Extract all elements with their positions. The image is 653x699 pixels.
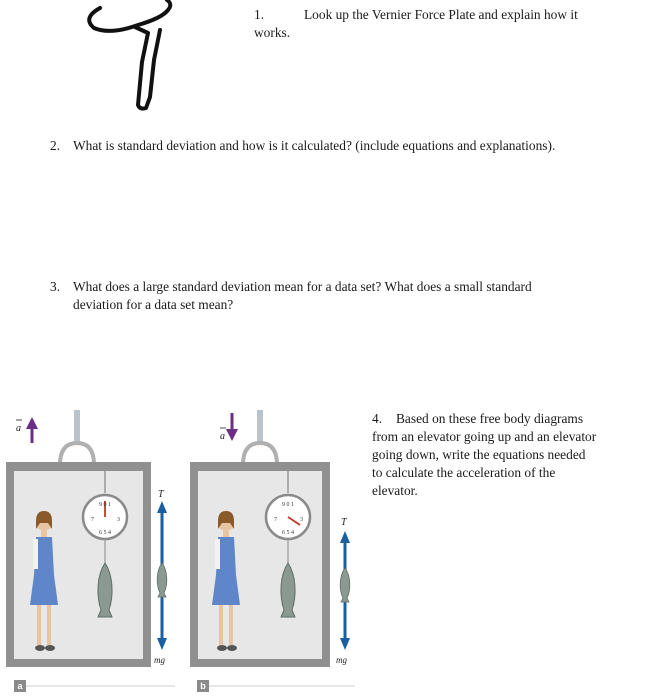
question-number: 1. xyxy=(254,7,265,22)
question-text: Look up the Vernier Force Plate and explain how it xyxy=(304,7,578,22)
question-text-line: from an elevator going up and an elevator xyxy=(372,429,597,444)
question-2 xyxy=(50,137,650,155)
svg-text:9 0 1: 9 0 1 xyxy=(282,502,294,508)
panel-b-tag: b xyxy=(197,680,209,692)
svg-text:9 0 1: 9 0 1 xyxy=(99,502,111,508)
question-text-continued: deviation for a data set mean? xyxy=(73,297,234,312)
elevator-hook xyxy=(60,443,94,465)
svg-text:6 5 4: 6 5 4 xyxy=(99,530,111,536)
tension-label: T xyxy=(341,517,347,528)
tension-and-weight-arrows xyxy=(340,531,350,650)
panel-a-tag: a xyxy=(14,680,26,692)
panel-b xyxy=(190,410,355,686)
question-text: What is standard deviation and how is it calculated? (include equations and explanations). xyxy=(73,138,556,153)
elevator-diagram-svg xyxy=(0,405,365,699)
svg-text:3: 3 xyxy=(300,517,303,523)
panel-a xyxy=(6,410,175,686)
question-text-line: going down, write the equations needed xyxy=(372,447,586,462)
question-number: 3. xyxy=(50,279,61,294)
svg-text:3: 3 xyxy=(117,517,120,523)
question-1 xyxy=(254,6,644,42)
svg-text:6 5 4: 6 5 4 xyxy=(282,530,294,536)
acceleration-arrow-down xyxy=(226,413,238,441)
weight-label: mg xyxy=(154,655,165,665)
acceleration-arrow-up xyxy=(26,417,38,443)
tension-label: T xyxy=(158,489,164,500)
elevator-cable xyxy=(74,410,80,444)
question-text-line: to calculate the acceleration of the xyxy=(372,465,556,480)
question-4 xyxy=(372,410,652,500)
question-text-line: Based on these free body diagrams xyxy=(396,411,584,426)
leg-drawing xyxy=(80,0,190,115)
question-number: 4. xyxy=(372,411,383,426)
question-3 xyxy=(50,278,650,314)
elevator-free-body-figure xyxy=(0,405,365,699)
question-text-line: elevator. xyxy=(372,483,418,498)
question-number: 2. xyxy=(50,138,61,153)
svg-text:7: 7 xyxy=(91,517,94,523)
question-text: What does a large standard deviation mean for a data set? What does a small standard xyxy=(73,279,532,294)
svg-text:7: 7 xyxy=(274,517,277,523)
acceleration-label: a xyxy=(220,431,225,442)
tension-and-weight-arrows xyxy=(157,501,167,650)
question-text-continued: works. xyxy=(254,25,291,40)
weight-label: mg xyxy=(336,655,347,665)
acceleration-label: a xyxy=(16,423,21,434)
